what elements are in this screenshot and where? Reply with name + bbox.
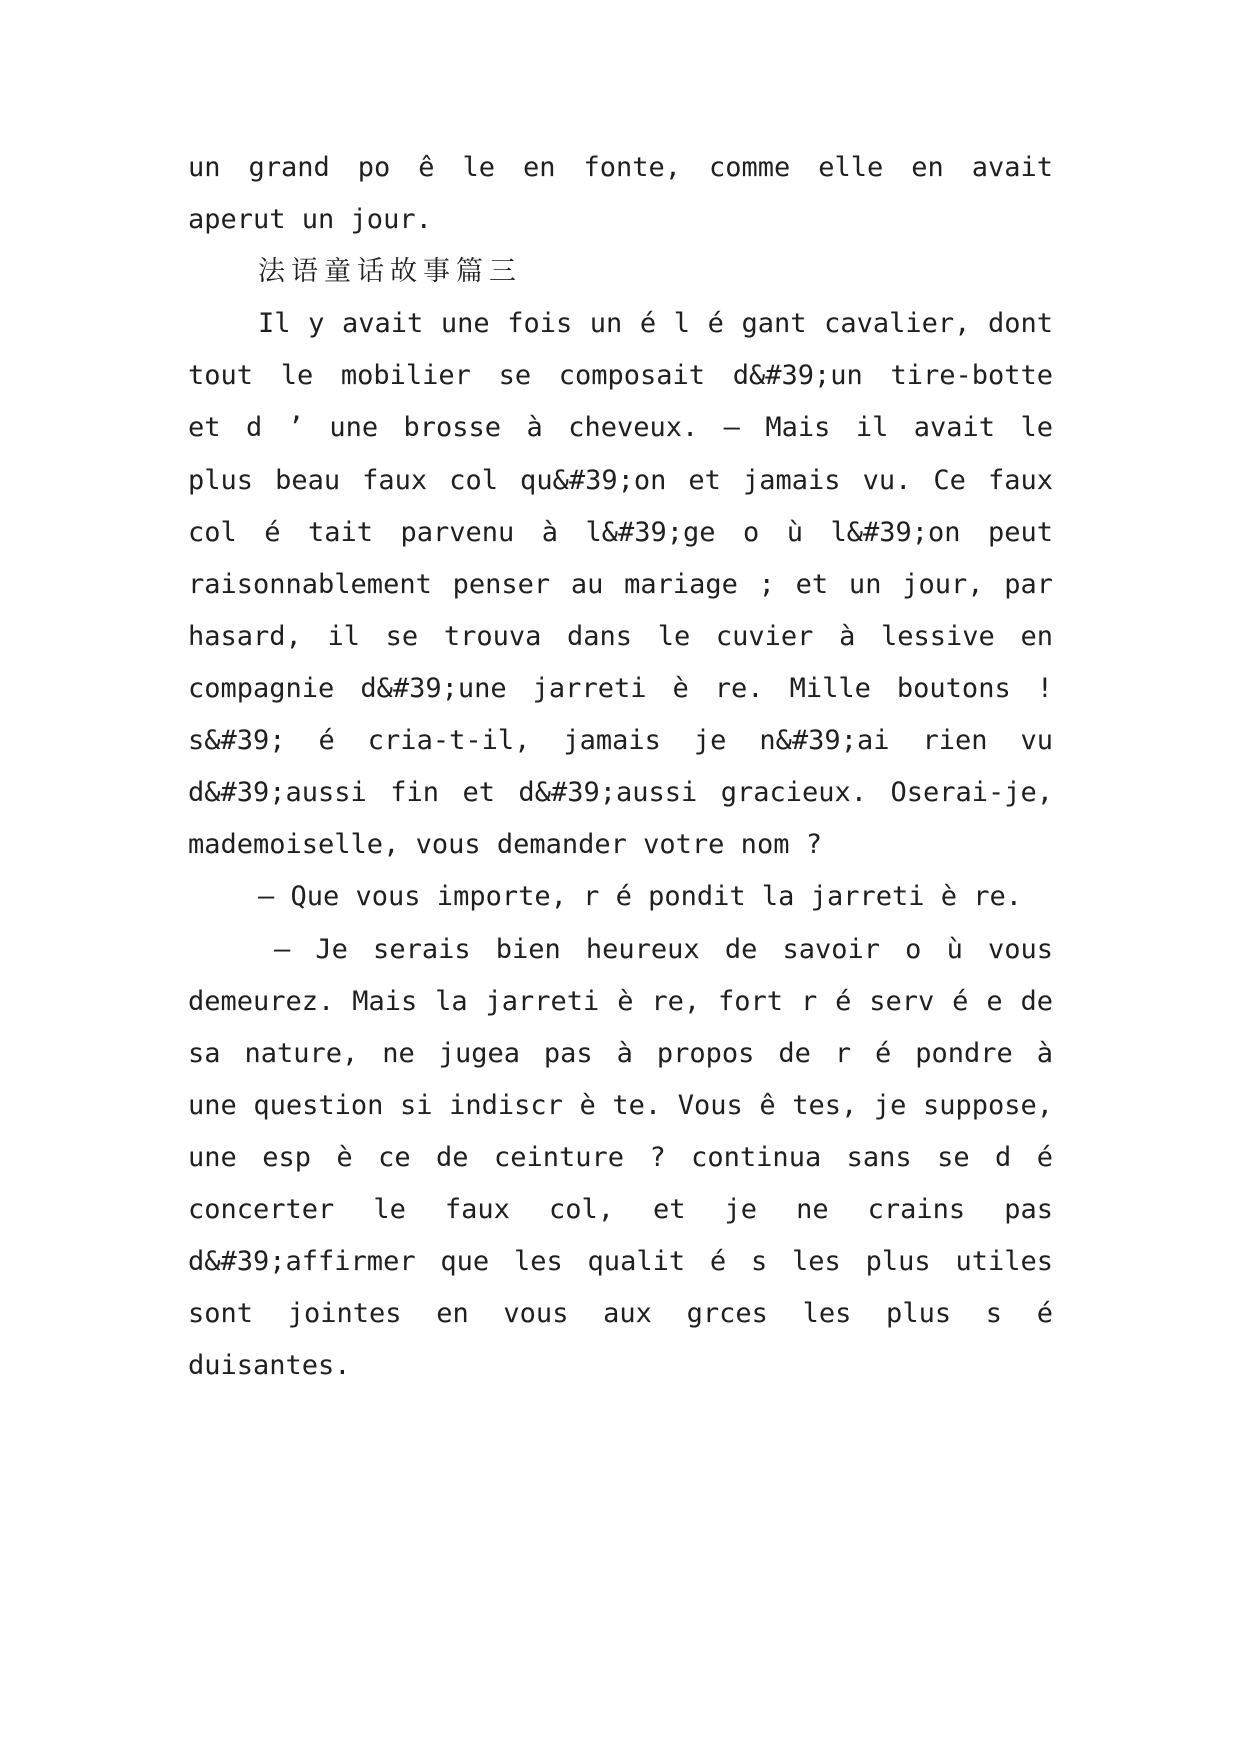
text-line: d&#39;affirmer que les qualit é s les plus utiles: [188, 1246, 1053, 1277]
text-line: une esp è ce de ceinture ? continua sans se d é: [188, 1142, 1053, 1173]
text-line: raisonnablement penser au mariage ; et un jour, par: [188, 569, 1053, 600]
text-line: – Que vous importe, r é pondit la jarreti è re.: [258, 881, 1023, 912]
text-line: demeurez. Mais la jarreti è re, fort r é serv é e de: [188, 986, 1053, 1017]
text-line: d&#39;aussi fin et d&#39;aussi gracieux. Oserai-je,: [188, 777, 1053, 808]
text-line: s&#39; é cria-t-il, jamais je n&#39;ai rien vu: [188, 725, 1053, 756]
text-line: une question si indiscr è te. Vous ê tes, je suppose,: [188, 1090, 1053, 1121]
text-line: sont jointes en vous aux grces les plus s é: [188, 1298, 1053, 1329]
section-heading: 法语童话故事篇三: [258, 256, 522, 287]
text-line: col é tait parvenu à l&#39;ge o ù l&#39;on peut: [188, 517, 1053, 548]
text-line: plus beau faux col qu&#39;on et jamais vu. Ce faux: [188, 465, 1053, 496]
text-line: compagnie d&#39;une jarreti è re. Mille boutons !: [188, 673, 1053, 704]
text-line: un grand po ê le en fonte, comme elle en avait: [188, 152, 1053, 183]
text-line: sa nature, ne jugea pas à propos de r é pondre à: [188, 1038, 1053, 1069]
text-line: duisantes.: [188, 1350, 351, 1381]
text-line: concerter le faux col, et je ne crains pas: [188, 1194, 1053, 1225]
text-line: aperut un jour.: [188, 204, 432, 235]
text-line: et d ’ une brosse à cheveux. – Mais il avait le: [188, 412, 1053, 443]
text-line: mademoiselle, vous demander votre nom ?: [188, 829, 822, 860]
text-line: Il y avait une fois un é l é gant cavalier, dont: [258, 308, 1053, 339]
text-line: hasard, il se trouva dans le cuvier à lessive en: [188, 621, 1053, 652]
text-line: tout le mobilier se composait d&#39;un tire-botte: [188, 360, 1053, 391]
text-line: – Je serais bien heureux de savoir o ù vous: [274, 934, 1053, 965]
